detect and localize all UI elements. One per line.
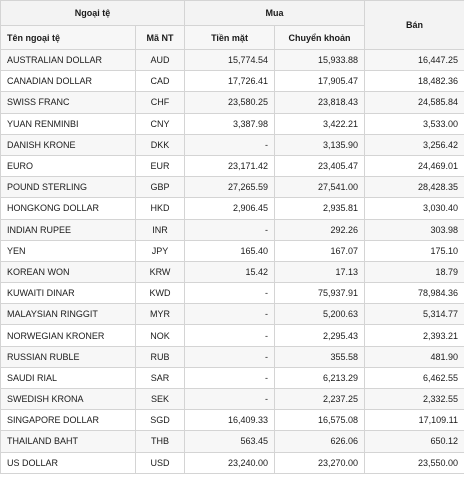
table-row [1, 240, 464, 261]
currency-code-cell: DKK [136, 134, 185, 155]
cash-buy-cell: - [185, 304, 275, 325]
cash-buy-cell: 27,265.59 [185, 177, 275, 198]
sell-cell: 17,109.11 [365, 410, 464, 431]
currency-name-cell: SWEDISH KRONA [1, 389, 136, 410]
currency-code-cell: AUD [136, 50, 185, 71]
sell-cell: 23,550.00 [365, 452, 464, 473]
table-row [1, 389, 464, 410]
sell-cell: 2,393.21 [365, 325, 464, 346]
transfer-buy-cell: 2,935.81 [275, 198, 365, 219]
currency-name-cell: POUND STERLING [1, 177, 136, 198]
transfer-buy-cell: 355.58 [275, 346, 365, 367]
currency-code-cell: SAR [136, 367, 185, 388]
currency-code-cell: KWD [136, 283, 185, 304]
currency-code-cell: CNY [136, 113, 185, 134]
transfer-buy-cell: 2,295.43 [275, 325, 365, 346]
table-row [1, 325, 464, 346]
cash-buy-cell: 2,906.45 [185, 198, 275, 219]
table-row [1, 155, 464, 176]
sell-cell: 481.90 [365, 346, 464, 367]
header-tien-mat: Tiền mặt [185, 26, 275, 50]
currency-name-cell: KUWAITI DINAR [1, 283, 136, 304]
transfer-buy-cell: 292.26 [275, 219, 365, 240]
transfer-buy-cell: 16,575.08 [275, 410, 365, 431]
sell-cell: 28,428.35 [365, 177, 464, 198]
sell-cell: 3,256.42 [365, 134, 464, 155]
currency-code-cell: INR [136, 219, 185, 240]
cash-buy-cell: - [185, 389, 275, 410]
table-row [1, 113, 464, 134]
cash-buy-cell: - [185, 367, 275, 388]
cash-buy-cell: 23,580.25 [185, 92, 275, 113]
currency-name-cell: SAUDI RIAL [1, 367, 136, 388]
transfer-buy-cell: 6,213.29 [275, 367, 365, 388]
cash-buy-cell: - [185, 134, 275, 155]
sell-cell: 18.79 [365, 261, 464, 282]
transfer-buy-cell: 17,905.47 [275, 71, 365, 92]
table-row [1, 431, 464, 452]
table-row [1, 134, 464, 155]
transfer-buy-cell: 167.07 [275, 240, 365, 261]
sell-cell: 175.10 [365, 240, 464, 261]
transfer-buy-cell: 15,933.88 [275, 50, 365, 71]
currency-name-cell: THAILAND BAHT [1, 431, 136, 452]
sell-cell: 5,314.77 [365, 304, 464, 325]
table-row [1, 452, 464, 473]
currency-code-cell: CAD [136, 71, 185, 92]
header-ma-nt: Mã NT [136, 26, 185, 50]
sell-cell: 6,462.55 [365, 367, 464, 388]
currency-name-cell: INDIAN RUPEE [1, 219, 136, 240]
table-row [1, 71, 464, 92]
currency-name-cell: RUSSIAN RUBLE [1, 346, 136, 367]
currency-code-cell: MYR [136, 304, 185, 325]
cash-buy-cell: 15,774.54 [185, 50, 275, 71]
table-row [1, 304, 464, 325]
currency-code-cell: USD [136, 452, 185, 473]
table-row [1, 410, 464, 431]
transfer-buy-cell: 3,422.21 [275, 113, 365, 134]
currency-name-cell: MALAYSIAN RINGGIT [1, 304, 136, 325]
currency-code-cell: GBP [136, 177, 185, 198]
sell-cell: 24,469.01 [365, 155, 464, 176]
cash-buy-cell: 165.40 [185, 240, 275, 261]
sell-cell: 78,984.36 [365, 283, 464, 304]
table-row [1, 367, 464, 388]
currency-name-cell: CANADIAN DOLLAR [1, 71, 136, 92]
table-header [1, 1, 464, 50]
currency-name-cell: NORWEGIAN KRONER [1, 325, 136, 346]
sell-cell: 3,030.40 [365, 198, 464, 219]
currency-code-cell: RUB [136, 346, 185, 367]
currency-code-cell: EUR [136, 155, 185, 176]
transfer-buy-cell: 2,237.25 [275, 389, 365, 410]
cash-buy-cell: 23,240.00 [185, 452, 275, 473]
cash-buy-cell: - [185, 219, 275, 240]
currency-name-cell: SINGAPORE DOLLAR [1, 410, 136, 431]
transfer-buy-cell: 23,818.43 [275, 92, 365, 113]
cash-buy-cell: 23,171.42 [185, 155, 275, 176]
currency-code-cell: HKD [136, 198, 185, 219]
cash-buy-cell: 563.45 [185, 431, 275, 452]
transfer-buy-cell: 27,541.00 [275, 177, 365, 198]
sell-cell: 16,447.25 [365, 50, 464, 71]
sell-cell: 18,482.36 [365, 71, 464, 92]
transfer-buy-cell: 5,200.63 [275, 304, 365, 325]
table-row [1, 92, 464, 113]
table-row [1, 198, 464, 219]
transfer-buy-cell: 3,135.90 [275, 134, 365, 155]
currency-name-cell: YUAN RENMINBI [1, 113, 136, 134]
table-row [1, 177, 464, 198]
currency-code-cell: SGD [136, 410, 185, 431]
currency-code-cell: THB [136, 431, 185, 452]
cash-buy-cell: 16,409.33 [185, 410, 275, 431]
header-ten-ngoai-te: Tên ngoại tệ [1, 26, 136, 50]
currency-code-cell: SEK [136, 389, 185, 410]
currency-code-cell: KRW [136, 261, 185, 282]
currency-name-cell: HONGKONG DOLLAR [1, 198, 136, 219]
transfer-buy-cell: 626.06 [275, 431, 365, 452]
currency-name-cell: US DOLLAR [1, 452, 136, 473]
currency-code-cell: NOK [136, 325, 185, 346]
table-row [1, 261, 464, 282]
currency-name-cell: YEN [1, 240, 136, 261]
header-ngoai-te: Ngoại tệ [1, 1, 185, 26]
header-chuyen-khoan: Chuyển khoản [275, 26, 365, 50]
table-body [1, 50, 464, 474]
sell-cell: 3,533.00 [365, 113, 464, 134]
table-row [1, 50, 464, 71]
currency-code-cell: CHF [136, 92, 185, 113]
cash-buy-cell: - [185, 283, 275, 304]
currency-code-cell: JPY [136, 240, 185, 261]
currency-name-cell: SWISS FRANC [1, 92, 136, 113]
transfer-buy-cell: 75,937.91 [275, 283, 365, 304]
transfer-buy-cell: 17.13 [275, 261, 365, 282]
cash-buy-cell: 3,387.98 [185, 113, 275, 134]
cash-buy-cell: - [185, 346, 275, 367]
currency-name-cell: KOREAN WON [1, 261, 136, 282]
currency-name-cell: EURO [1, 155, 136, 176]
sell-cell: 650.12 [365, 431, 464, 452]
header-row-top [1, 1, 464, 26]
header-ban: Bán [365, 1, 464, 50]
cash-buy-cell: - [185, 325, 275, 346]
sell-cell: 24,585.84 [365, 92, 464, 113]
currency-name-cell: AUSTRALIAN DOLLAR [1, 50, 136, 71]
table-row [1, 219, 464, 240]
table-row [1, 283, 464, 304]
transfer-buy-cell: 23,405.47 [275, 155, 365, 176]
cash-buy-cell: 17,726.41 [185, 71, 275, 92]
table-row [1, 346, 464, 367]
sell-cell: 2,332.55 [365, 389, 464, 410]
header-mua: Mua [185, 1, 365, 26]
cash-buy-cell: 15.42 [185, 261, 275, 282]
currency-name-cell: DANISH KRONE [1, 134, 136, 155]
sell-cell: 303.98 [365, 219, 464, 240]
transfer-buy-cell: 23,270.00 [275, 452, 365, 473]
